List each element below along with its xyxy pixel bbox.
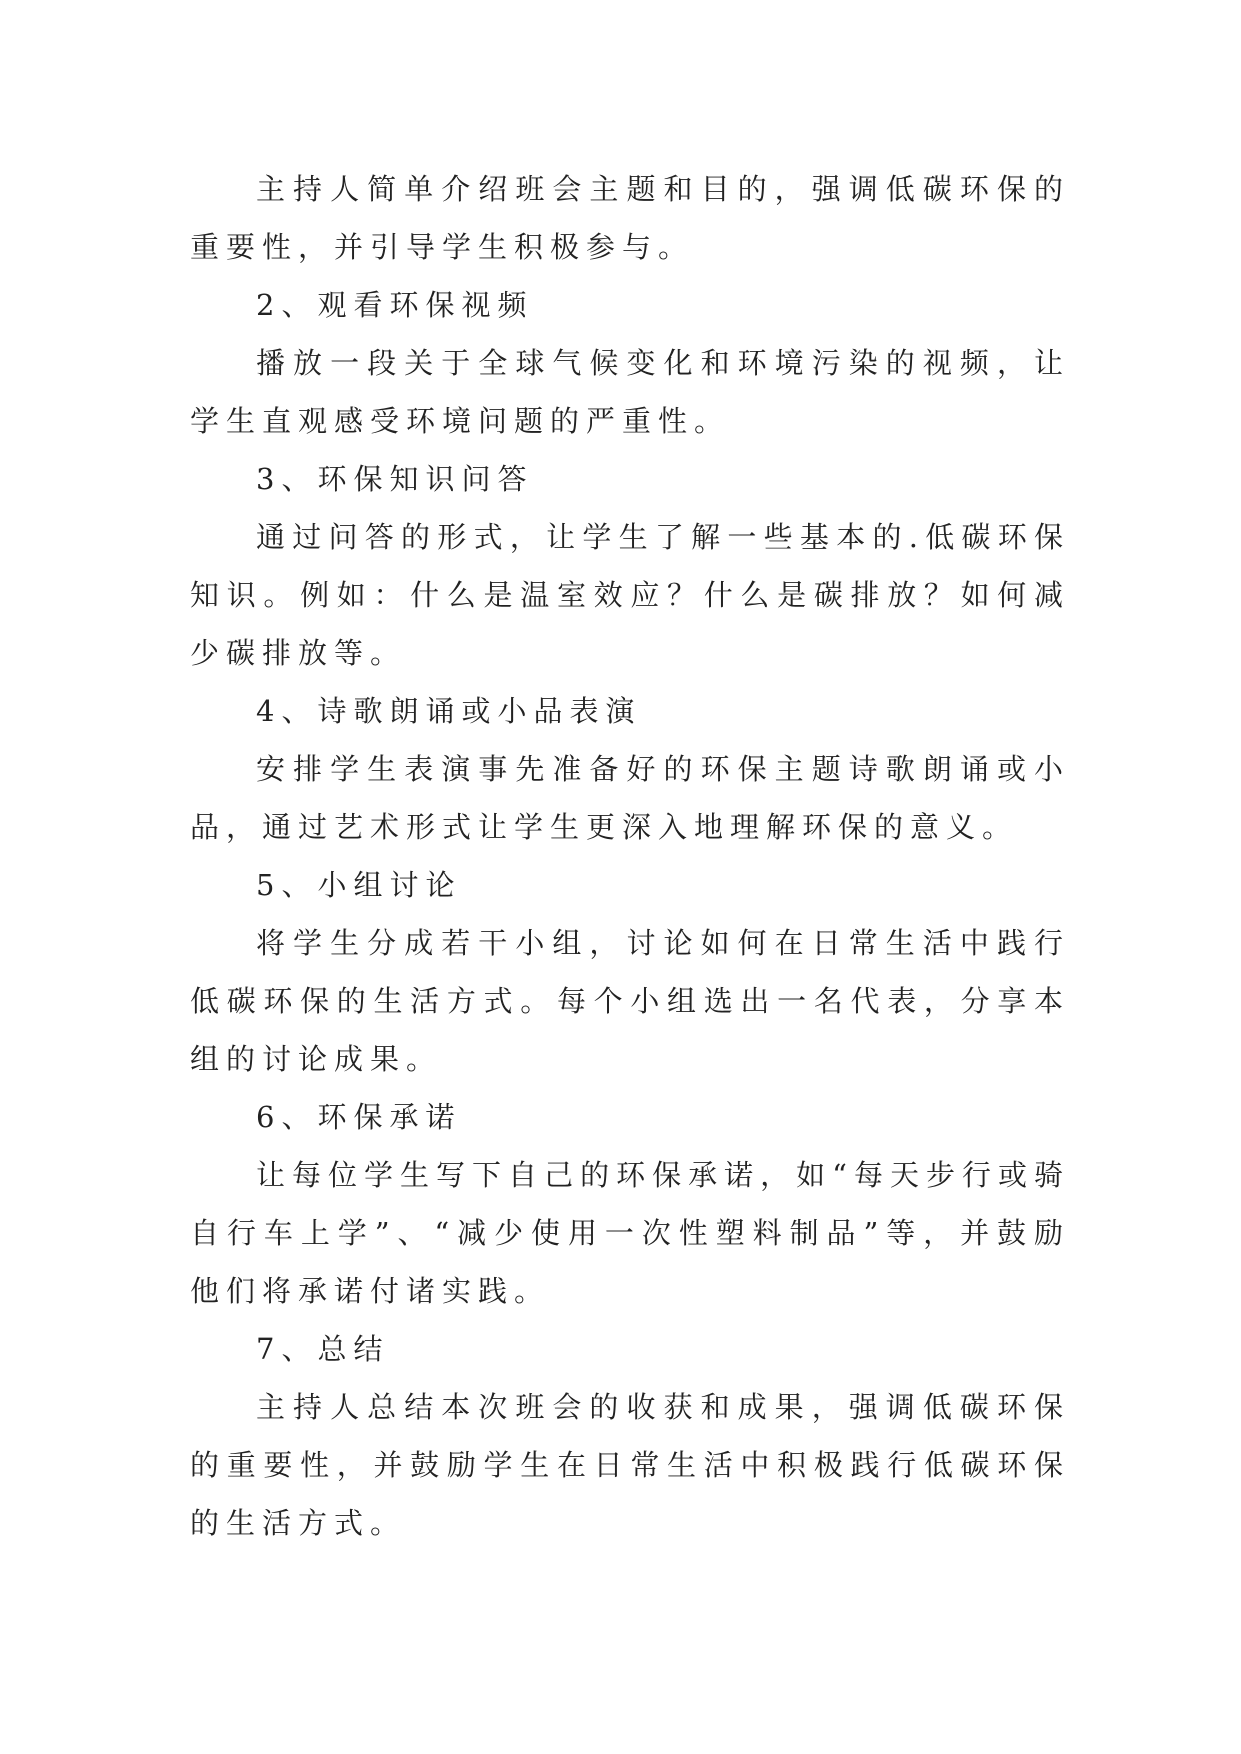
section-heading-discussion: 5、小组讨论 bbox=[256, 868, 462, 902]
paragraph-summary: 主持人总结本次班会的收获和成果，强调低碳环保的重要性，并鼓励学生在日常生活中积极践行低碳环保的生活方式。 bbox=[190, 1390, 1070, 1540]
paragraph-performance: 安排学生表演事先准备好的环保主题诗歌朗诵或小品，通过艺术形式让学生更深入地理解环保的意义。 bbox=[190, 752, 1070, 844]
paragraph-intro: 主持人简单介绍班会主题和目的，强调低碳环保的重要性，并引导学生积极参与。 bbox=[190, 172, 1070, 264]
paragraph-video: 播放一段关于全球气候变化和环境污染的视频，让学生直观感受环境问题的严重性。 bbox=[190, 346, 1070, 438]
section-heading-pledge: 6、环保承诺 bbox=[256, 1100, 462, 1134]
section-heading-video: 2、观看环保视频 bbox=[256, 288, 534, 322]
paragraph-pledge: 让每位学生写下自己的环保承诺，如“每天步行或骑自行车上学”、“减少使用一次性塑料制品”等，并鼓励他们将承诺付诸实践。 bbox=[190, 1158, 1070, 1308]
section-heading-summary: 7、总结 bbox=[256, 1332, 390, 1366]
document-body bbox=[190, 160, 1070, 1552]
section-heading-performance: 4、诗歌朗诵或小品表演 bbox=[256, 694, 642, 728]
section-heading-quiz: 3、环保知识问答 bbox=[256, 462, 534, 496]
paragraph-discussion: 将学生分成若干小组，讨论如何在日常生活中践行低碳环保的生活方式。每个小组选出一名代表，分享本组的讨论成果。 bbox=[190, 926, 1070, 1076]
paragraph-quiz: 通过问答的形式，让学生了解一些基本的.低碳环保知识。例如：什么是温室效应？什么是碳排放？如何减少碳排放等。 bbox=[190, 520, 1070, 670]
